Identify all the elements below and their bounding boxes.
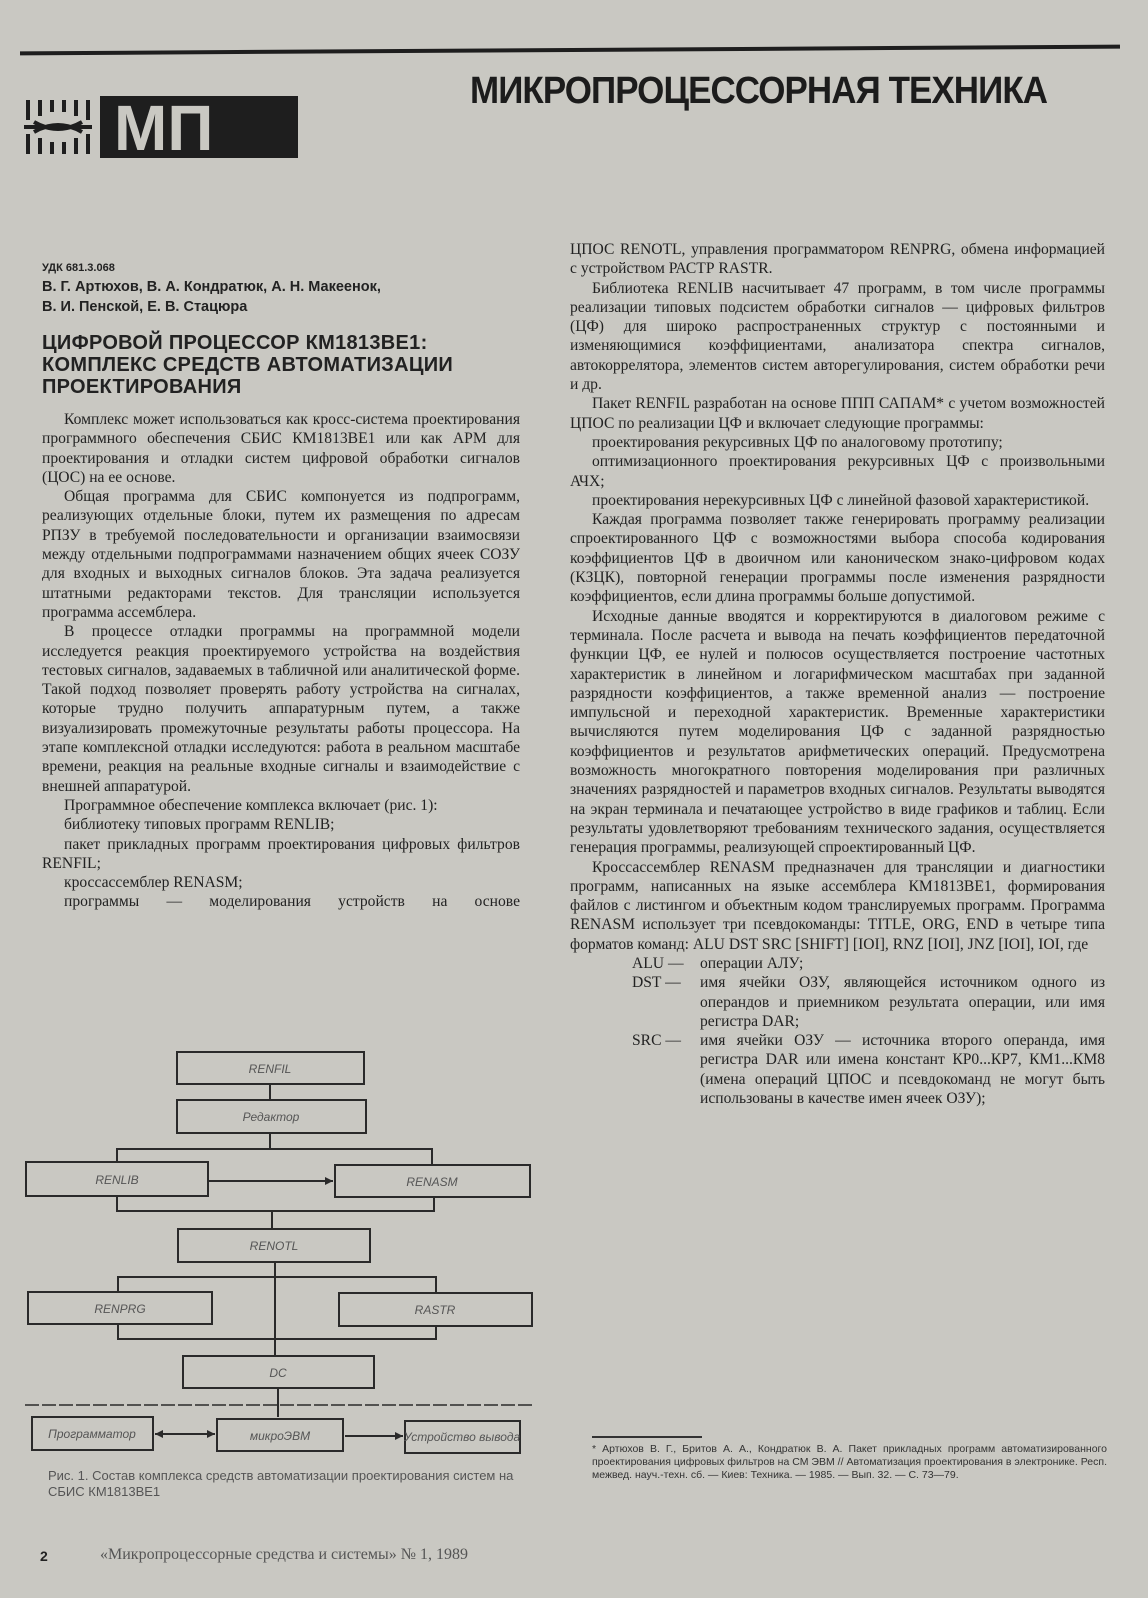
paragraph: Программное обеспечение комплекса включает (рис. 1): <box>64 796 438 814</box>
article-title: ЦИФРОВОЙ ПРОЦЕССОР КМ1813ВЕ1: КОМПЛЕКС СРЕДСТВ АВТОМАТИЗАЦИИ ПРОЕКТИРОВАНИЯ <box>42 332 454 398</box>
label-renprg: RENPRG <box>94 1302 146 1316</box>
label-output-device: Устройство вывода <box>403 1430 521 1444</box>
right-column <box>570 240 1105 1108</box>
figure-1-diagram <box>0 1020 560 1460</box>
definition-item <box>632 973 1105 1031</box>
definitions-list <box>632 954 1105 1108</box>
list-item: проектирования нерекурсивных ЦФ с линейной фазовой характеристикой. <box>592 491 1090 509</box>
paragraph: Каждая программа позволяет также генерировать программу реализации спроектированного ЦФ с возможностями выбора способа кодирования коэффициентов ЦФ в двоичном или каноническом знако-цифровом кодах (КЗЦК), повторной генерации программы после изменения разрядности коэффициентов, если длина программы больше допустимой. <box>570 511 1105 606</box>
definition-text: имя ячейки ОЗУ, являющейся источником одного из операндов и приемником результата операции, или имя регистра DAR; <box>700 974 1105 1030</box>
definition-term: SRC — <box>632 1032 681 1050</box>
label-renlib: RENLIB <box>95 1173 139 1187</box>
list-item: библиотеку типовых программ RENLIB; <box>64 816 335 834</box>
label-microcomputer: микроЭВМ <box>249 1429 311 1443</box>
paragraph: ЦПОС RENOTL, управления программатором RENPRG, обмена информацией с устройством РАСТР RASTR. <box>570 241 1105 278</box>
list-item: проектирования рекурсивных ЦФ по аналоговому прототипу; <box>592 433 1003 451</box>
authors-line: В. И. Пенской, Е. В. Стацюра <box>42 299 248 315</box>
paragraph: В процессе отладки программы на программной модели исследуется реакция проектируемого устройства на воздействия тестовых сигналов, задаваемых в табличной или аналитической форме. Такой подход позволяет проверять работу устройства на сигналах, которые трудно получить аппаратурным путем, а также визуализировать промежуточные результаты работы процессора. На этапе комплексной отладки исследуются: работа в реальном масштабе времени, реакция на реальные входные сигналы и взаимодействие с внешней аппаратурой. <box>42 623 520 795</box>
definition-text: имя ячейки ОЗУ — источника второго операнда, имя регистра DAR или имена констант КР0...КР7, КМ1...КМ8 (имена операций ЦПОС и псевдокоманд не могут быть использованы в качестве имен ячеек ОЗУ); <box>700 1032 1105 1108</box>
section-title: МИКРОПРОЦЕССОРНАЯ ТЕХНИКА <box>470 70 1048 112</box>
label-programmer: Программатор <box>48 1427 136 1441</box>
left-column <box>42 410 520 912</box>
label-renotl: RENOTL <box>249 1239 299 1253</box>
list-item: пакет прикладных программ проектирования цифровых фильтров RENFIL; <box>42 835 520 872</box>
definition-item <box>632 1031 1105 1108</box>
paragraph: Библиотека RENLIB насчитывает 47 программ, в том числе программы реализации типовых подсистем обработки сигналов — цифровых фильтров (ЦФ) для широко распространенных структур с постоянными и изменяющимися коэффициентами, анализатора спектра сигналов, автокоррелятора, элементов систем авторегулирования, систем обработки речи и др. <box>570 279 1105 394</box>
definition-text: операции АЛУ; <box>700 954 804 972</box>
label-dc: DC <box>269 1366 287 1380</box>
footnote-rule <box>592 1436 702 1438</box>
journal-logo <box>22 92 302 162</box>
label-rastr: RASTR <box>414 1303 456 1317</box>
authors <box>42 277 512 317</box>
definition-item <box>632 954 1105 973</box>
paragraph: Общая программа для СБИС компонуется из подпрограмм, реализующих отдельные блоки, путем их размещения по адресам РПЗУ в требуемой последовательности и организации взаимосвязи между отдельными подпрограммами назначением общих ячеек СОЗУ для входных и выходных сигналов блоков. Эта задача реализуется штатными редакторами текстов. Для трансляции используется программа ассемблера. <box>42 488 520 621</box>
paragraph: Исходные данные вводятся и корректируются в диалоговом режиме с терминала. После расчета и вывода на печать коэффициентов передаточной функции ЦФ, ее нулей и полюсов осуществляется построение частотных характеристик в линейном и логарифмическом масштабах при заданной разрядности коэффициентов, а также временной анализ — построение импульсной и переходной характеристик. Временные характеристики вычисляются путем моделирования ЦФ с заданной разрядностью коэффициентов и результатов арифметических операций. Предусмотрена возможность многократного повторения моделирования при различных значениях разрядностей и параметров входных сигналов. Результаты выводятся на экран терминала и печатающее устройство в виде графиков и таблиц. Если результаты удовлетворяют требованиям технического задания, осуществляется генерация программы, реализующей спроектированный ЦФ. <box>570 607 1105 857</box>
label-editor: Редактор <box>242 1110 300 1124</box>
paragraph: Кроссассемблер RENASM предназначен для трансляции и диагностики программ, написанных на языке ассемблера КМ1813ВЕ1, формирования файлов с листингом и объектным кодом транслируемых программ. Программа RENASM использует три псевдокоманды: TITLE, ORG, END в четыре типа форматов команд: ALU DST SRC [SHIFT] [IOI], RNZ [IOI], JNZ [IOI], IOI, где <box>570 858 1105 953</box>
paragraph: Пакет RENFIL разработан на основе ППП САПАМ* с учетом возможностей ЦПОС по реализации ЦФ и включает следующие программы: <box>570 395 1105 432</box>
label-renasm: RENASM <box>406 1175 458 1189</box>
authors-line: В. Г. Артюхов, В. А. Кондратюк, А. Н. Макеенок, <box>42 279 381 295</box>
label-renfil: RENFIL <box>248 1062 292 1076</box>
header-rule <box>20 45 1120 56</box>
definition-term: DST — <box>632 974 681 992</box>
figure-caption: Рис. 1. Состав комплекса средств автоматизации проектирования систем на СБИС КМ1813ВЕ1 <box>48 1468 514 1499</box>
list-item: кроссассемблер RENASM; <box>64 874 243 892</box>
udk-code: УДК 681.3.068 <box>42 262 115 274</box>
list-item: оптимизационного проектирования рекурсивных ЦФ с произвольными АЧХ; <box>570 453 1105 490</box>
footnote: * Артюхов В. Г., Бритов А. А., Кондратюк В. А. Пакет прикладных программ автоматизированного проектирования цифровых фильтров на СМ ЭВМ // Автоматизация проектирования в электронике. Респ. межвед. науч.-техн. сб. — Киев: Техника. — 1985. — Вып. 32. — С. 73—79. <box>592 1443 1107 1481</box>
journal-name: «Микропроцессорные средства и системы» № 1, 1989 <box>100 1546 469 1563</box>
list-item: программы — моделирования устройств на основе <box>64 893 520 911</box>
svg-text:МП: МП <box>114 92 214 162</box>
paragraph: Комплекс может использоваться как кросс-система проектирования программного обеспечения СБИС КМ1813ВЕ1 или как АРМ для проектирования и отладки систем цифровой обработки сигналов (ЦОС) на ее основе. <box>42 411 520 486</box>
page-number: 2 <box>40 1548 48 1564</box>
definition-term: ALU — <box>632 954 684 972</box>
